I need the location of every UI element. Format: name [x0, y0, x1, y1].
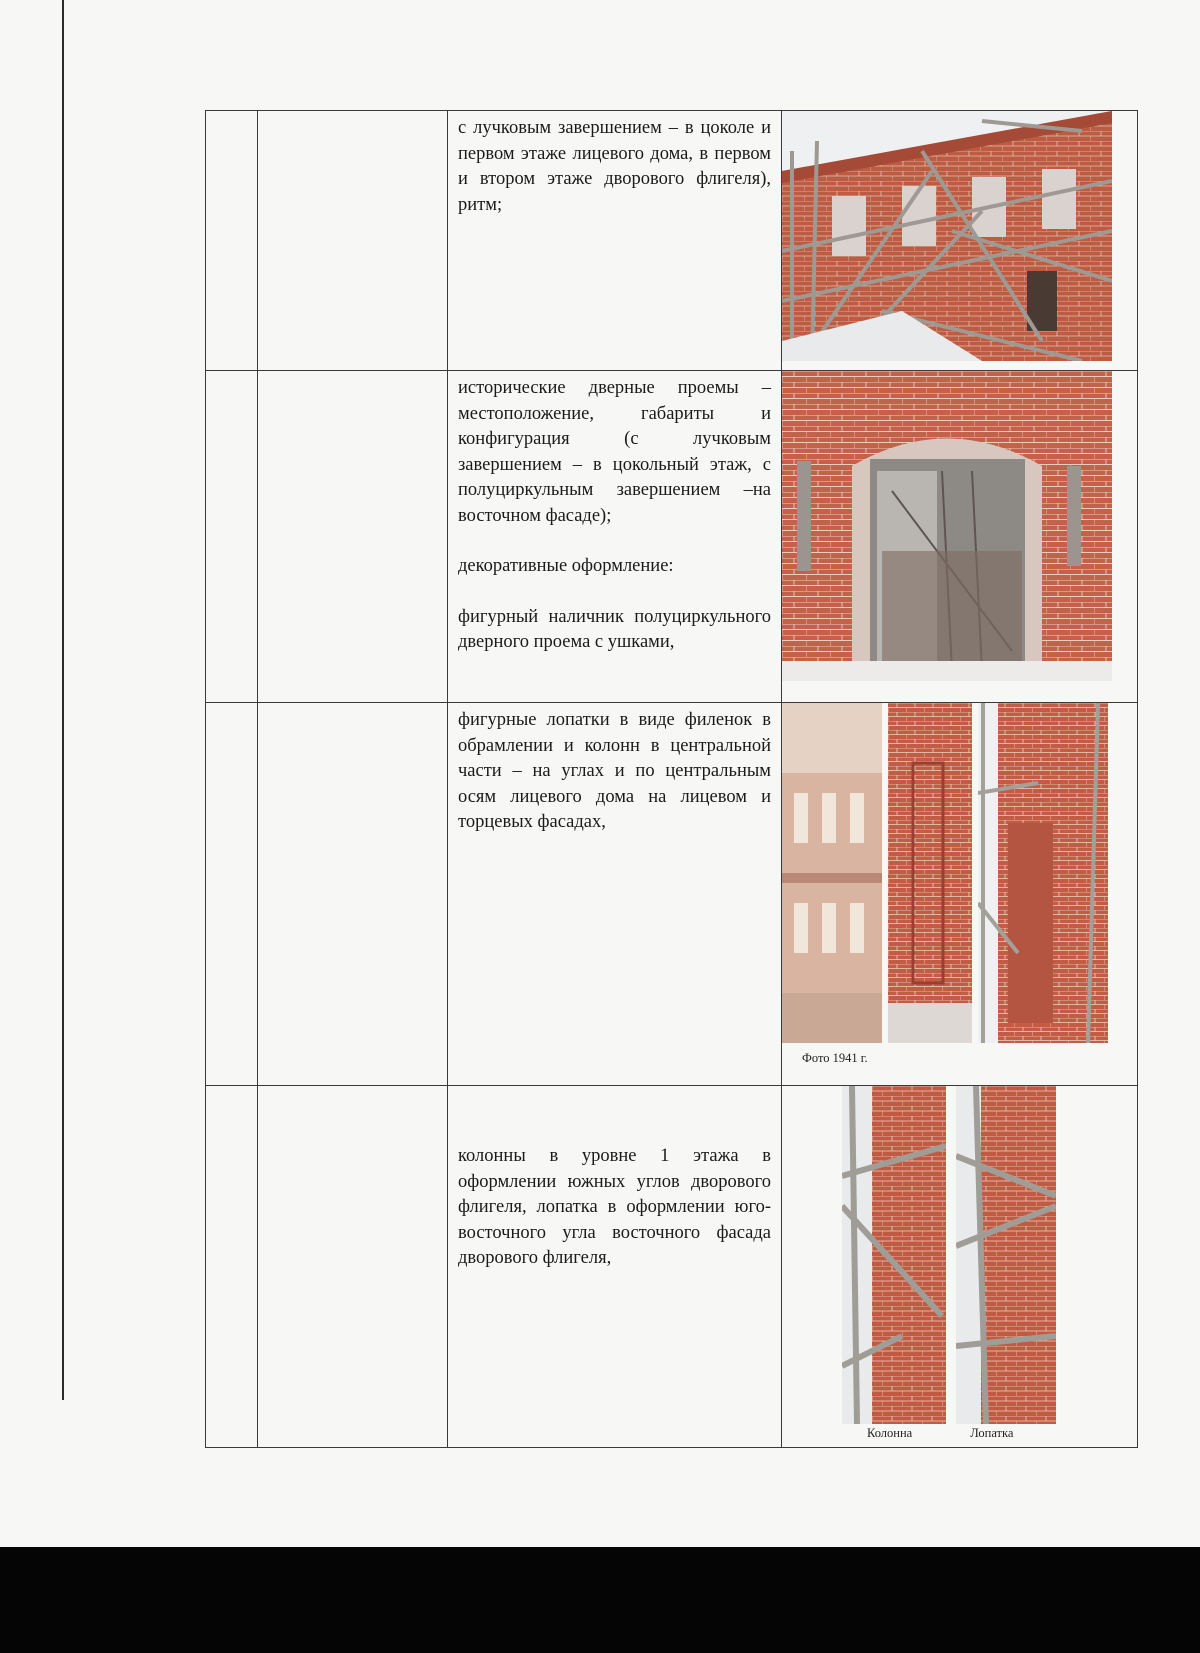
- number-cell: [206, 111, 258, 371]
- description-text: фигурный наличник полуциркульного дверного проема с ушками,: [458, 606, 771, 652]
- description-text: фигурные лопатки в виде филенок в обрамлении и колонн в центральной части – на углах и по центральным осям лицевого дома на лицевом и торцевых фасадах,: [458, 710, 771, 832]
- category-cell: [258, 111, 448, 371]
- photo-cell: [782, 371, 1138, 703]
- table-row: [206, 111, 1138, 371]
- photo-cell: [782, 703, 1138, 1086]
- number-cell: [206, 1086, 258, 1448]
- category-cell: [258, 371, 448, 703]
- scan-bottom-band: [0, 1547, 1200, 1653]
- photo-caption: Фото 1941 г.: [802, 1051, 868, 1065]
- description-text: декоративные оформление:: [458, 556, 674, 576]
- photo-caption-row: [782, 1424, 1137, 1440]
- number-cell: [206, 371, 258, 703]
- table-row: [206, 1086, 1138, 1448]
- door-opening-photo: [782, 371, 1112, 681]
- table-row: [206, 371, 1138, 703]
- description-text: с лучковым завершением – в цоколе и первом этаже лицевого дома, в первом и втором этаже дворового флигеля), ритм;: [458, 118, 771, 215]
- photo-cell: [782, 111, 1138, 371]
- photo-cell: [782, 1086, 1138, 1448]
- pilaster-detail-photo: [888, 703, 972, 1043]
- facade-scaffolding-photo: [782, 111, 1112, 361]
- table-row: [206, 703, 1138, 1086]
- category-cell: [258, 1086, 448, 1448]
- description-cell: [448, 1086, 782, 1448]
- description-cell: [448, 111, 782, 371]
- monument-features-table: [205, 110, 1138, 1448]
- description-cell: [448, 703, 782, 1086]
- description-cell: [448, 371, 782, 703]
- column-photo: [842, 1086, 946, 1424]
- scan-edge-line: [62, 0, 64, 1400]
- photo-caption: Лопатка: [970, 1426, 1014, 1440]
- category-cell: [258, 703, 448, 1086]
- historic-facade-photo: [782, 703, 882, 1043]
- pilaster-photo-set: [782, 703, 1137, 1043]
- photo-caption: Колонна: [867, 1426, 913, 1440]
- column-scaffolding-photo: [978, 703, 1108, 1043]
- column-pilaster-photo-set: [782, 1086, 1137, 1424]
- description-text: колонны в уровне 1 этажа в оформлении южных углов дворового флигеля, лопатка в оформлении юго-восточного угла восточного фасада дворового флигеля,: [458, 1146, 771, 1268]
- number-cell: [206, 703, 258, 1086]
- pilaster-photo: [956, 1086, 1056, 1424]
- description-text: исторические дверные проемы –местоположение, габариты и конфигурация (с лучковым завершением – в цокольный этаж, с полуциркульным завершением –на восточном фасаде);: [458, 378, 771, 526]
